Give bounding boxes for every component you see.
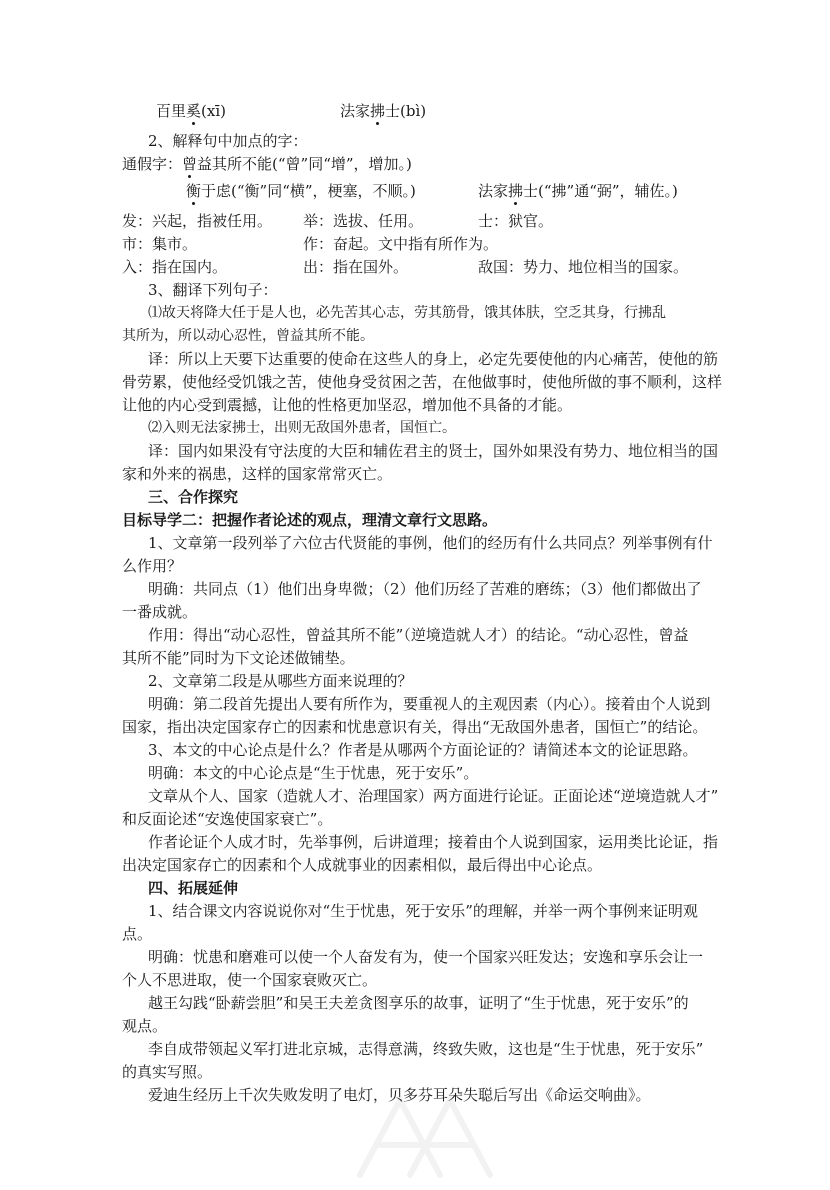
gloss-shi: 士：狱官。 — [478, 212, 554, 230]
tongjiazi-zeng: 通假字：曾益其所不能(“曾”同“增”，增加。) — [122, 155, 412, 173]
translation: 家和外来的祸患，这样的国家常常灭亡。 — [122, 465, 393, 483]
question: 么作用？ — [122, 557, 183, 575]
translation: 让他的内心受到震撼，让他的性格更加坚忍，增加他不具备的才能。 — [122, 396, 573, 414]
answer: 出决定国家存亡的因素和个人成就事业的因素相似，最后得出中心论点。 — [122, 856, 603, 874]
gloss-ru: 入：指在国内。 — [122, 258, 228, 276]
section-heading: 3、翻译下列句子： — [148, 281, 278, 299]
answer: 明确：忧患和磨难可以使一个人奋发有为，使一个国家兴旺发达；安逸和享乐会让一 — [148, 948, 704, 966]
example: 爱迪生经历上千次失败发明了电灯，贝多芬耳朵失聪后写出《命运交响曲》。 — [148, 1086, 651, 1104]
pinyin-baili: 百里奚(xī) — [156, 102, 226, 120]
translation: 译：所以上天要下达重要的使命在这些人的身上，必定先要使他的内心痛苦，使他的筋 — [148, 350, 719, 368]
example: 李自成带领起义军打进北京城，志得意满，终致失败，这也是“生于忧患，死于安乐” — [148, 1040, 704, 1058]
question: 1、文章第一段列举了六位古代贤能的事例，他们的经历有什么共同点？列举事例有什 — [148, 534, 713, 552]
gloss-fa: 发：兴起，指被任用。 — [122, 212, 273, 230]
answer: 国家，指出决定国家存亡的因素和忧患意识有关，得出“无敌国外患者，国恒亡”的结论。 — [122, 718, 708, 736]
gloss-diguo: 敌国：势力、地位相当的国家。 — [478, 258, 689, 276]
gloss-zuo: 作：奋起。文中指有所作为。 — [303, 235, 499, 253]
answer: 一番成就。 — [122, 603, 198, 621]
answer: 明确：共同点（1）他们出身卑微；（2）他们历经了苦难的磨练；（3）他们都做出了 — [148, 580, 702, 598]
answer: 作者论证个人成才时，先举事例，后讲道理；接着由个人说到国家，运用类比论证，指 — [148, 833, 719, 851]
pinyin-fajia: 法家拂士(bì) — [340, 102, 427, 120]
translation: 骨劳累，使他经受饥饿之苦，使他身受贫困之苦，在他做事时，使他所做的事不顺利，这样 — [122, 373, 723, 391]
answer: 明确：本文的中心论点是“生于忧患，死于安乐”。 — [148, 764, 479, 782]
section-heading: 2、解释句中加点的字： — [148, 132, 308, 150]
question: 1、结合课文内容说说你对“生于忧患，死于安乐”的理解，并举一两个事例来证明观 — [148, 902, 698, 920]
tongjiazi-heng: 衡于虑(“衡”同“横”，梗塞，不顺。) — [186, 182, 416, 200]
question: 点。 — [122, 925, 153, 943]
gloss-chu: 出：指在国外。 — [303, 258, 409, 276]
goal-heading: 目标导学二：把握作者论述的观点，理清文章行文思路。 — [122, 511, 498, 529]
translation: 译：国内如果没有守法度的大臣和辅佐君主的贤士，国外如果没有势力、地位相当的国 — [148, 442, 719, 460]
question: 3、本文的中心论点是什么？作者是从哪两个方面论证的？请简述本文的论证思路。 — [148, 741, 698, 759]
example: 的真实写照。 — [122, 1063, 213, 1081]
original-sentence: ⑵入则无法家拂士，出则无敌国外患者，国恒亡。 — [148, 420, 456, 436]
part-heading: 三、合作探究 — [148, 488, 239, 506]
gloss-shi-market: 市：集市。 — [122, 235, 198, 253]
original-sentence: ⑴故天将降大任于是人也，必先苦其心志，劳其筋骨，饿其体肤，空乏其身，行拂乱 — [148, 305, 666, 321]
question: 2、文章第二段是从哪些方面来说理的？ — [148, 672, 413, 690]
answer: 个人不思进取，使一个国家衰败灭亡。 — [122, 971, 378, 989]
answer: 文章从个人、国家（造就人才、治理国家）两方面进行论证。正面论述“逆境造就人才” — [148, 787, 719, 805]
answer: 作用：得出“动心忍性，曾益其所不能”（逆境造就人才）的结论。“动心忍性，曾益 — [148, 626, 689, 644]
example: 观点。 — [122, 1017, 168, 1035]
gloss-ju: 举：选拔、任用。 — [303, 212, 424, 230]
tongjiazi-fu: 法家拂士(“拂”通“弼”，辅佐。) — [478, 182, 678, 200]
original-sentence: 其所为，所以动心忍性，曾益其所不能。 — [122, 328, 374, 344]
example: 越王勾践“卧薪尝胆”和吴王夫差贪图享乐的故事，证明了“生于忧患，死于安乐”的 — [148, 994, 689, 1012]
answer: 明确：第二段首先提出人要有所作为，要重视人的主观因素（内心）。接着由个人说到 — [148, 695, 711, 713]
part-heading: 四、拓展延伸 — [148, 879, 239, 897]
answer: 和反面论述“安逸使国家衰亡”。 — [122, 810, 333, 828]
answer: 其所不能”同时为下文论述做铺垫。 — [122, 649, 355, 667]
